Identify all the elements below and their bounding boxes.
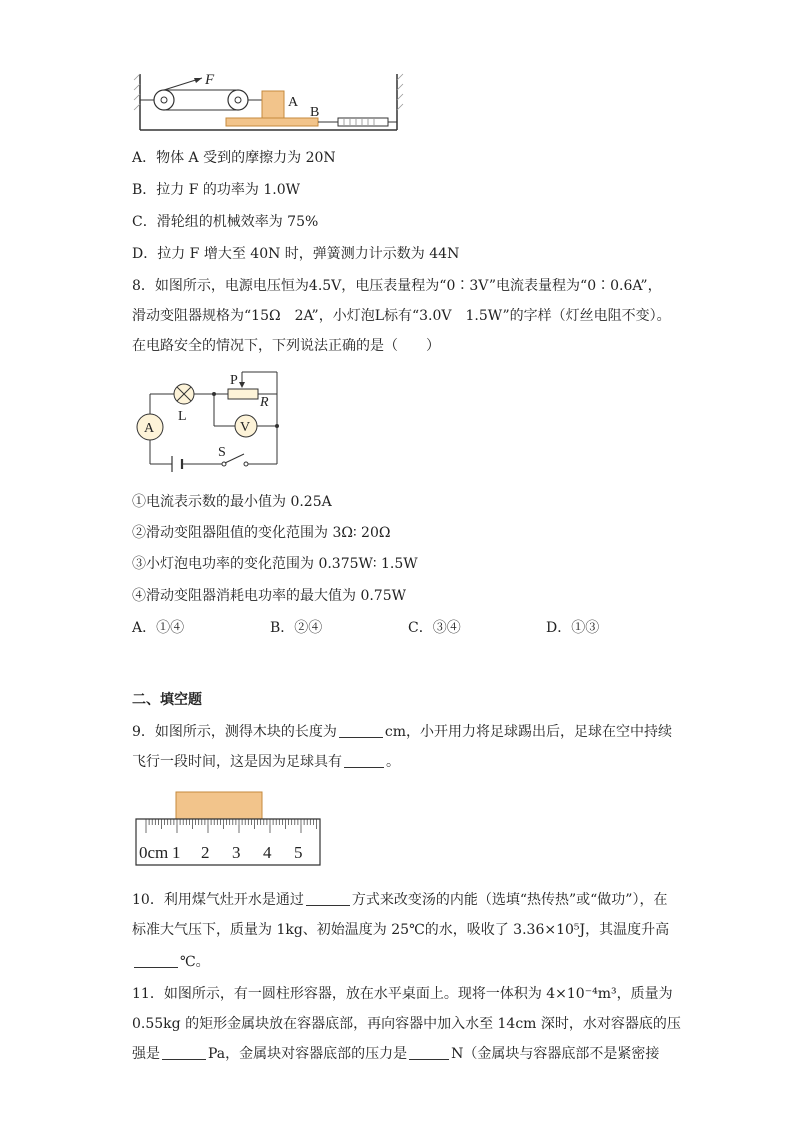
q10-text-a: 10．利用煤气灶开水是通过 (132, 892, 304, 908)
q10-line-3 (132, 952, 210, 972)
ruler-label-3: 3 (232, 843, 241, 862)
q8-line-1: 8．如图所示，电源电压恒为4.5V，电压表量程为“0∶3V”电流表量程为“0∶0.6A”， (132, 278, 662, 294)
slider-label: P (230, 373, 238, 388)
q7-option-c: C．滑轮组的机械效率为 75% (132, 214, 319, 230)
ruler-label-2: 2 (201, 843, 210, 862)
q7-option-d: D．拉力 F 增大至 40N 时，弹簧测力计示数为 44N (132, 246, 460, 262)
q9-text-c: 飞行一段时间，这是因为足球具有 (132, 754, 342, 770)
q9-text-b: cm，小开用力将足球踢出后，足球在空中持续 (384, 724, 673, 740)
q8-line-2: 滑动变阻器规格为“15Ω 2A”，小灯泡L标有“3.0V 1.5W”的字样（灯丝电阻不变）。 (132, 308, 671, 324)
q8-option-b: B．②④ (270, 620, 323, 636)
rheostat-label: R (260, 395, 269, 410)
q11-line-3 (132, 1044, 659, 1064)
q10-text-c: ℃。 (180, 954, 210, 970)
q8-line-3: 在电路安全的情况下，下列说法正确的是（ ） (132, 338, 440, 354)
rheostat (228, 389, 258, 399)
q10-blank-method (306, 891, 350, 906)
q8-statement-1: ①电流表示数的最小值为 0.25A (132, 494, 332, 510)
q11-line-2: 0.55kg 的矩形金属块放在容器底部，再向容器中加入水至 14cm 深时，水对容器底的压 (132, 1016, 681, 1032)
label-B: B (310, 105, 320, 120)
q9-text-a: 9．如图所示，测得木块的长度为 (132, 724, 337, 740)
ammeter-label: A (144, 421, 155, 436)
q8-option-d: D．①③ (546, 620, 600, 636)
ruler-label-0: 0cm (139, 843, 169, 862)
q9-blank-inertia (344, 753, 384, 768)
q8-statement-4: ④滑动变阻器消耗电功率的最大值为 0.75W (132, 588, 407, 604)
q10-text-b: 方式来改变汤的内能（选填“热传热”或“做功”），在 (351, 892, 668, 908)
wood-block (176, 792, 262, 819)
section-title: 二、填空题 (132, 692, 202, 708)
right-pulley (228, 90, 248, 110)
label-A: A (288, 95, 299, 110)
block-A (262, 91, 284, 118)
q11-text-b: Pa，金属块对容器底部的压力是 (208, 1046, 408, 1062)
q8-option-c: C．③④ (408, 620, 461, 636)
q11-text-c: N（金属块与容器底部不是紧密接 (451, 1046, 660, 1062)
q8-options (132, 618, 599, 638)
q11-blank-pressure (162, 1045, 206, 1060)
q7-option-a: A．物体 A 受到的摩擦力为 20N (132, 150, 336, 166)
q11-text-a: 强是 (132, 1046, 160, 1062)
label-F: F (205, 72, 215, 88)
q9-blank-length (339, 723, 383, 738)
circuit-figure (132, 368, 282, 474)
q8-statement-3: ③小灯泡电功率的变化范围为 0.375W∶ 1.5W (132, 556, 418, 572)
q8-option-a: A．①④ (132, 620, 185, 636)
q9-text-d: 。 (386, 754, 400, 770)
q7-option-b: B．拉力 F 的功率为 1.0W (132, 182, 301, 198)
spring-scale (338, 118, 388, 126)
pulley-figure (132, 70, 407, 134)
ruler-label-5: 5 (294, 843, 303, 862)
switch-label: S (218, 445, 226, 460)
q8-statement-2: ②滑动变阻器阻值的变化范围为 3Ω∶ 20Ω (132, 525, 391, 541)
q10-line-1 (132, 890, 667, 910)
q9-line-1 (132, 722, 672, 742)
ruler-label-4: 4 (263, 843, 272, 862)
q9-line-2 (132, 752, 400, 772)
left-pulley (154, 90, 174, 110)
board-B (226, 118, 318, 126)
ruler-label-1: 1 (172, 843, 181, 862)
lamp-label: L (178, 409, 187, 424)
q11-line-1: 11．如图所示，有一圆柱形容器，放在水平桌面上。现将一体积为 4×10⁻⁴m³，质量为 (132, 986, 673, 1002)
ruler-figure (134, 790, 324, 868)
q10-line-2: 标准大气压下，质量为 1kg、初始温度为 25℃的水，吸收了 3.36×10⁵J，其温度升高 (132, 922, 670, 938)
q10-blank-temperature (134, 953, 178, 968)
voltmeter-label: V (240, 420, 251, 435)
q11-blank-force (409, 1045, 449, 1060)
